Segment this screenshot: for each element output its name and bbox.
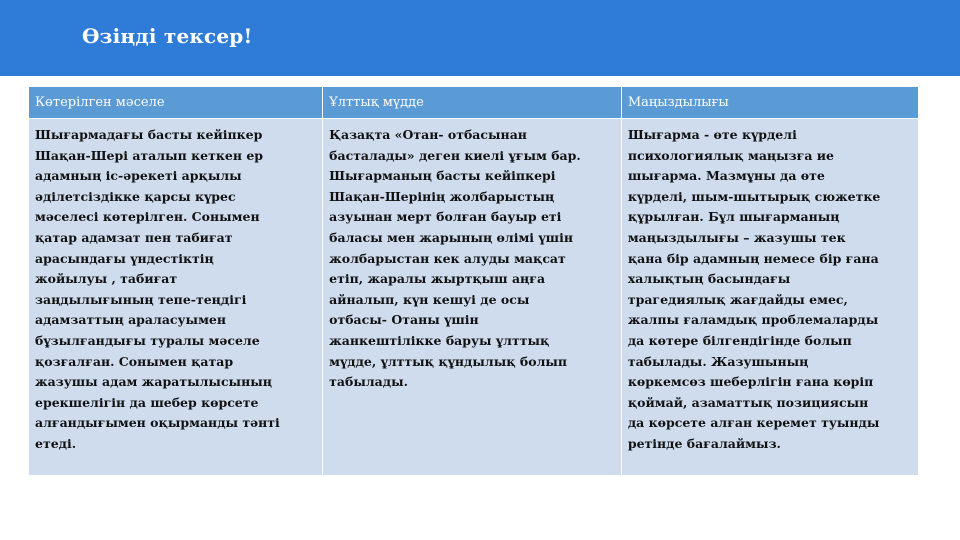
cell-line: адамзаттың араласуымен (35, 312, 227, 328)
cell-line: арасындағы үндестіктің (35, 250, 214, 266)
cell-line: да көрсете алған керемет туынды (627, 415, 880, 431)
cell-line: көркемсөз шеберлігін ғана көріп (627, 374, 874, 390)
cell-line: ерекшелігін да шебер көрсете (35, 394, 259, 410)
cell-line: маңыздылығы – жазушы тек (627, 229, 846, 245)
cell-line: отбасы- Отаны үшін (329, 312, 479, 328)
cell-line: алғандығымен оқырманды тәнті (35, 415, 280, 431)
cell-line: Қазақта «Отан- отбасынан (329, 127, 527, 142)
cell-line: халықтың басындағы (627, 271, 791, 287)
column-header-national-interest: Ұлттық мүдде (323, 87, 622, 119)
cell-line: күрделі, шым-шытырық сюжетке (627, 188, 881, 204)
cell-national-interest (323, 119, 622, 476)
cell-line: шығарма. Мазмұны да өте (627, 168, 825, 184)
cell-line: Шақан-Шерінің жолбарыстың (329, 188, 555, 204)
cell-line: етіп, жаралы жыртқыш аңға (329, 271, 546, 287)
cell-line: жалпы ғаламдық проблемаларды (627, 312, 879, 328)
table-row (29, 119, 918, 476)
cell-line: мәселесі көтерілген. Сонымен (35, 209, 260, 225)
slide-header (0, 0, 960, 76)
cell-line: Шақан-Шері аталып кеткен ер (35, 147, 264, 163)
cell-line: мүдде, ұлттық құндылық болып (329, 353, 568, 369)
cell-significance (621, 119, 918, 476)
cell-line: трагедиялық жағдайды емес, (627, 291, 848, 307)
content-table (29, 87, 918, 475)
cell-line: заңдылығының тепе-теңдігі (35, 291, 247, 307)
cell-line: баласы мен жарының өлімі үшін (329, 229, 574, 245)
cell-line: құрылған. Бұл шығарманың (627, 209, 840, 225)
cell-line: ретінде бағалаймыз. (627, 435, 781, 451)
cell-line: қана бір адамның немесе бір ғана (627, 250, 879, 266)
column-header-issue: Көтерілген мәселе (29, 87, 323, 119)
cell-line: адамның іс-әрекеті арқылы (35, 168, 242, 184)
cell-line: қоймай, азаматтық позициясын (627, 394, 869, 410)
slide-title: Өзіңді тексер! (82, 24, 253, 48)
cell-line: табылады. (329, 374, 408, 390)
cell-line: Шығарма - өте күрделі (627, 127, 797, 142)
cell-line: етеді. (35, 435, 77, 451)
cell-line: жойылуы , табиғат (35, 271, 178, 287)
cell-line: Шығармадағы басты кейіпкер (35, 127, 263, 142)
table-header-row (29, 87, 918, 119)
cell-line: азуынан мерт болған бауыр еті (329, 209, 562, 225)
cell-line: айналып, күн кешуі де осы (329, 291, 530, 307)
cell-line: жолбарыстан кек алуды мақсат (329, 250, 566, 266)
cell-line: жанкештілікке баруы ұлттық (329, 332, 550, 348)
cell-line: да көтере білгендігінде болып (627, 332, 852, 348)
cell-issue (29, 119, 323, 476)
cell-line: қозғалған. Сонымен қатар (35, 353, 234, 369)
cell-line: басталады» деген киелі ұғым бар. (329, 147, 581, 163)
cell-line: Шығарманың басты кейіпкері (329, 168, 556, 184)
cell-line: бұзылғандығы туралы мәселе (35, 332, 260, 348)
cell-line: психологиялық маңызға ие (627, 147, 834, 163)
column-header-significance: Маңыздылығы (621, 87, 918, 119)
cell-line: жазушы адам жаратылысының (35, 374, 272, 390)
cell-line: әділетсіздікке қарсы күрес (35, 188, 236, 204)
cell-line: табылады. Жазушының (627, 353, 809, 369)
cell-line: қатар адамзат пен табиғат (35, 229, 233, 245)
